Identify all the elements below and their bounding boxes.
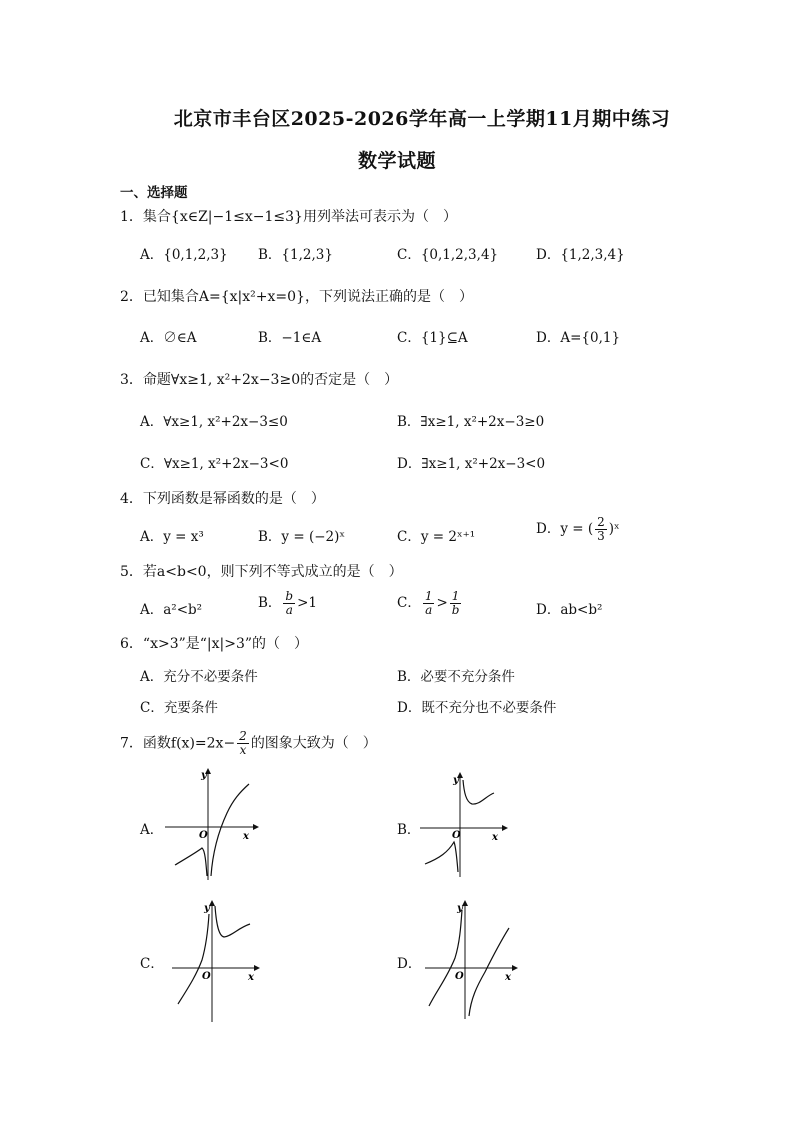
question-4-option-d-suffix: )ˣ (608, 521, 620, 537)
section-heading: 一、选择题 (120, 185, 188, 201)
question-5-option-b-fraction (283, 590, 295, 617)
fraction-numerator: b (285, 589, 294, 603)
question-2-option-b[interactable]: B．−1∈A (258, 330, 322, 346)
x-axis-arrow (254, 965, 260, 971)
y-axis-label: y (453, 775, 459, 786)
question-7-stem-start: 7．函数f(x)=2x− (120, 735, 236, 752)
curve-right (215, 906, 250, 937)
question-5-option-d[interactable]: D．ab<b² (536, 602, 603, 618)
question-5-option-c[interactable] (397, 590, 463, 617)
question-5-option-c-label: C． (397, 595, 421, 611)
question-6-option-a[interactable]: A．充分不必要条件 (140, 669, 258, 685)
question-3-option-a[interactable]: A．∀x≥1, x²+2x−3≤0 (140, 414, 288, 430)
fraction-denominator: 3 (597, 529, 605, 543)
fraction-numerator: 2 (597, 515, 605, 529)
x-axis-label: x (505, 972, 511, 983)
y-axis-label: y (204, 903, 210, 914)
y-axis-arrow (462, 900, 468, 906)
y-axis-arrow (209, 900, 215, 906)
curve-left (178, 914, 209, 1004)
question-6-option-d[interactable]: D．既不充分也不必要条件 (397, 700, 557, 716)
question-2-option-c[interactable]: C．{1}⊆A (397, 330, 468, 346)
question-4-stem: 4．下列函数是幂函数的是（ ） (120, 491, 325, 507)
question-5-option-c-fraction-left (423, 590, 435, 617)
question-3-option-c[interactable]: C．∀x≥1, x²+2x−3<0 (140, 456, 289, 472)
question-4-option-a[interactable]: A．y = x³ (140, 529, 204, 545)
question-1-option-a[interactable]: A．{0,1,2,3} (140, 247, 228, 263)
fraction-numerator: 2 (239, 729, 247, 743)
origin-label: O (202, 971, 211, 982)
y-axis-label: y (201, 770, 207, 781)
x-axis-arrow (502, 825, 508, 831)
question-7-stem (120, 730, 377, 757)
question-7-option-c[interactable]: C． (140, 956, 164, 972)
question-7-option-d[interactable]: D． (397, 956, 422, 972)
origin-label: O (199, 830, 208, 841)
question-4-option-d-fraction (595, 516, 607, 543)
question-6-option-c[interactable]: C．充要条件 (140, 700, 218, 716)
fraction-denominator: b (451, 603, 460, 617)
graph-b[interactable] (420, 772, 510, 882)
question-3-option-d[interactable]: D．∃x≥1, x²+2x−3<0 (397, 456, 546, 472)
curve-left (429, 910, 462, 1006)
question-4-option-d-label: D． (536, 521, 561, 537)
question-4-option-d[interactable] (536, 516, 620, 543)
question-1-option-c[interactable]: C．{0,1,2,3,4} (397, 247, 499, 263)
question-2-stem: 2．已知集合A={x|x²+x=0}，下列说法正确的是（ ） (120, 289, 473, 305)
fraction-numerator: 1 (424, 589, 433, 603)
curve-right (211, 784, 249, 876)
question-7-fraction (237, 730, 249, 757)
fraction-denominator: a (425, 603, 433, 617)
question-7-stem-end: 的图象大致为（ ） (250, 735, 377, 752)
curve-left (175, 848, 207, 876)
graph-c[interactable] (172, 900, 262, 1025)
question-2-option-a[interactable]: A．∅∈A (140, 330, 197, 346)
question-6-option-b[interactable]: B．必要不充分条件 (397, 669, 515, 685)
question-3-stem: 3．命题∀x≥1, x²+2x−3≥0的否定是（ ） (120, 372, 399, 388)
fraction-denominator: a (285, 603, 293, 617)
question-5-option-c-operator: > (436, 595, 448, 611)
question-4-option-b[interactable]: B．y = (−2)ˣ (258, 529, 346, 545)
question-5-option-a[interactable]: A．a²<b² (140, 602, 203, 618)
origin-label: O (452, 830, 461, 841)
x-axis-label: x (492, 832, 498, 843)
question-5-option-b[interactable] (258, 590, 317, 617)
question-5-stem: 5．若a<b<0，则下列不等式成立的是（ ） (120, 564, 403, 580)
x-axis-arrow (512, 965, 518, 971)
question-7-option-a[interactable]: A． (140, 822, 164, 838)
fraction-numerator: 1 (451, 589, 460, 603)
question-7-option-b[interactable]: B． (397, 822, 421, 838)
question-5-option-b-suffix: >1 (297, 595, 318, 611)
x-axis-arrow (253, 824, 259, 830)
curve-right (463, 780, 494, 804)
question-3-option-b[interactable]: B．∃x≥1, x²+2x−3≥0 (397, 414, 545, 430)
question-5-option-b-label: B． (258, 595, 282, 611)
question-4-option-c[interactable]: C．y = 2ˣ⁺¹ (397, 529, 476, 545)
fraction-denominator: x (239, 743, 247, 757)
exam-subtitle: 数学试题 (357, 150, 436, 172)
x-axis-label: x (248, 972, 254, 983)
curve-left (425, 842, 458, 872)
question-1-option-b[interactable]: B．{1,2,3} (258, 247, 333, 263)
question-4-option-d-prefix: y = ( (560, 521, 594, 537)
curve-right (469, 928, 509, 1016)
question-2-option-d[interactable]: D．A={0,1} (536, 330, 621, 346)
question-1-option-d[interactable]: D．{1,2,3,4} (536, 247, 625, 263)
graph-a[interactable] (165, 768, 260, 883)
origin-label: O (455, 971, 464, 982)
question-5-option-c-fraction-right (450, 590, 462, 617)
graph-d[interactable] (425, 900, 520, 1022)
question-1-stem: 1．集合{x∈Z|−1≤x−1≤3}用列举法可表示为（ ） (120, 209, 457, 225)
question-6-stem: 6．“x>3”是“|x|>3”的（ ） (120, 636, 309, 652)
exam-title: 北京市丰台区2025-2026学年高一上学期11月期中练习 (173, 108, 671, 130)
y-axis-label: y (457, 903, 463, 914)
x-axis-label: x (243, 831, 249, 842)
